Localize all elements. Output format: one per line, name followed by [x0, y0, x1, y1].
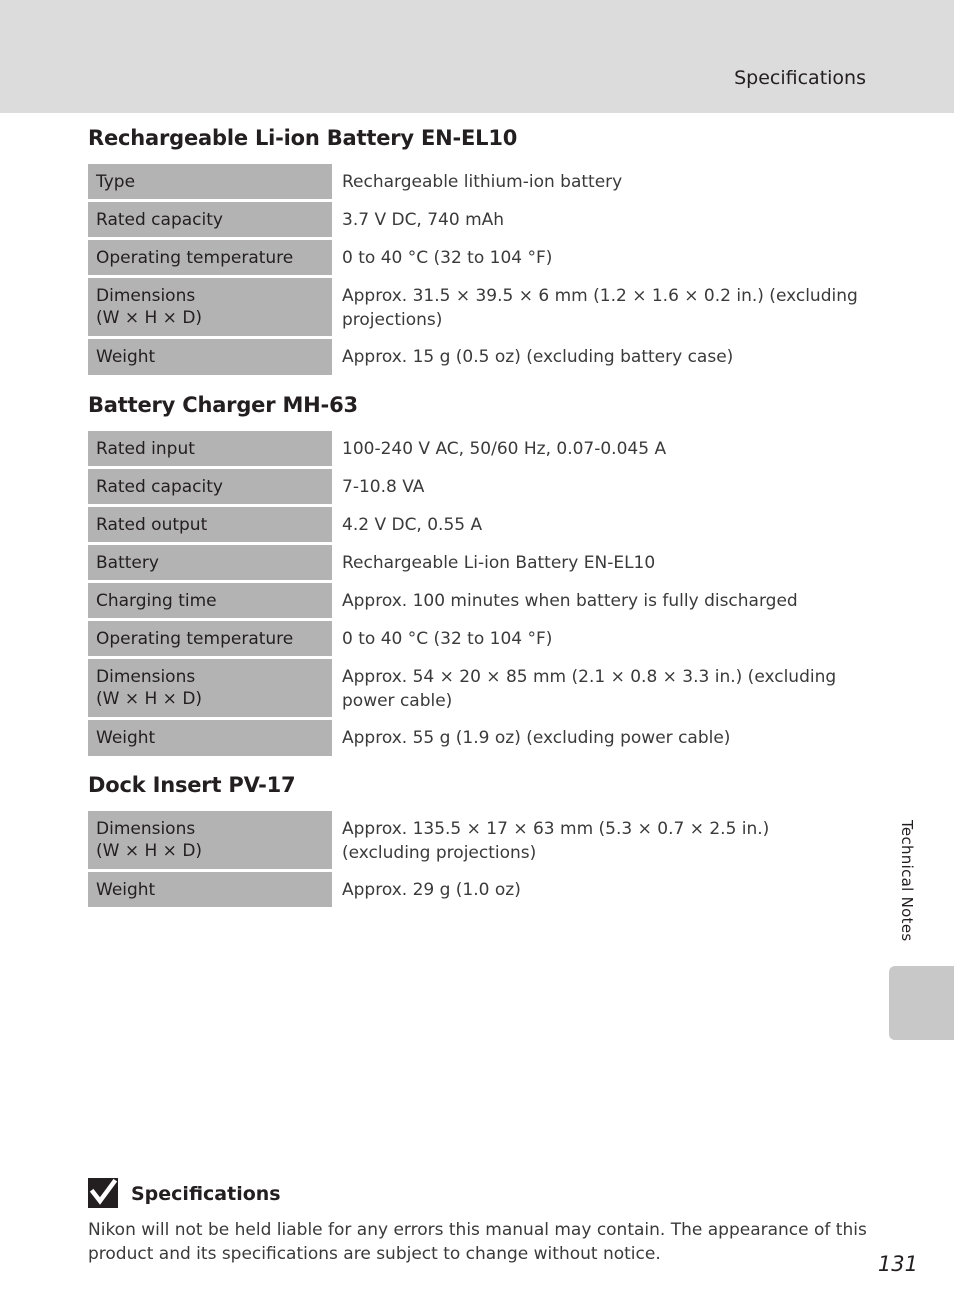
spec-value: 7-10.8 VA [342, 476, 425, 497]
side-tab-marker [889, 966, 954, 1040]
table-row [88, 431, 868, 466]
section-title-charger: Battery Charger MH-63 [88, 393, 358, 417]
spec-table-dock [88, 811, 868, 910]
table-row [88, 339, 868, 375]
table-row [88, 621, 868, 656]
spec-label: Rated input [88, 431, 332, 466]
spec-value: Approx. 100 minutes when battery is fully discharged [342, 590, 798, 611]
note-title: Specifications [131, 1183, 281, 1205]
spec-label: Weight [88, 720, 332, 756]
spec-value: Rechargeable lithium-ion battery [342, 171, 623, 192]
page-number: 131 [877, 1252, 918, 1276]
spec-value: Approx. 31.5 × 39.5 × 6 mm (1.2 × 1.6 × 0.2 in.) (excluding projections) [342, 286, 858, 330]
spec-table-battery [88, 164, 868, 378]
table-row [88, 202, 868, 237]
spec-value: 0 to 40 °C (32 to 104 °F) [342, 628, 553, 649]
spec-label: Battery [88, 545, 332, 580]
spec-value: Approx. 29 g (1.0 oz) [342, 879, 521, 900]
header-band [0, 0, 954, 113]
section-title-dock: Dock Insert PV-17 [88, 773, 296, 797]
table-row [88, 659, 868, 717]
spec-value: Rechargeable Li-ion Battery EN-EL10 [342, 552, 656, 573]
table-row [88, 507, 868, 542]
running-header: Specifications [734, 67, 866, 89]
spec-label: Dimensions (W × H × D) [88, 659, 332, 717]
spec-value: Approx. 54 × 20 × 85 mm (2.1 × 0.8 × 3.3 in.) (excluding power cable) [342, 667, 837, 711]
spec-value: 3.7 V DC, 740 mAh [342, 209, 505, 230]
table-row [88, 164, 868, 199]
spec-value: Approx. 15 g (0.5 oz) (excluding battery case) [342, 347, 734, 367]
spec-label: Dimensions (W × H × D) [88, 811, 332, 869]
table-row [88, 545, 868, 580]
note-body: Nikon will not be held liable for any errors this manual may contain. The appearance of this product and its specifications are subject to change without notice. [88, 1220, 867, 1264]
spec-label: Rated output [88, 507, 332, 542]
table-row [88, 583, 868, 618]
table-row [88, 872, 868, 907]
spec-label: Rated capacity [88, 202, 332, 237]
spec-value: 100-240 V AC, 50/60 Hz, 0.07-0.045 A [342, 438, 667, 459]
spec-value: 0 to 40 °C (32 to 104 °F) [342, 247, 553, 268]
side-tab-label: Technical Notes [898, 820, 916, 942]
spec-label: Weight [88, 872, 332, 907]
spec-label: Type [88, 164, 332, 199]
table-row [88, 469, 868, 504]
spec-value: Approx. 55 g (1.9 oz) (excluding power cable) [342, 728, 731, 748]
table-row [88, 278, 868, 336]
spec-label: Operating temperature [88, 240, 332, 275]
spec-label: Rated capacity [88, 469, 332, 504]
spec-value: Approx. 135.5 × 17 × 63 mm (5.3 × 0.7 × 2.5 in.) (excluding projections) [342, 819, 770, 863]
table-row [88, 240, 868, 275]
section-title-battery: Rechargeable Li-ion Battery EN-EL10 [88, 126, 518, 150]
spec-label: Operating temperature [88, 621, 332, 656]
spec-table-charger [88, 431, 868, 759]
spec-label: Dimensions (W × H × D) [88, 278, 332, 336]
spec-value: 4.2 V DC, 0.55 A [342, 514, 483, 535]
table-row [88, 811, 868, 869]
spec-label: Charging time [88, 583, 332, 618]
table-row [88, 720, 868, 756]
check-icon [88, 1178, 118, 1208]
spec-label: Weight [88, 339, 332, 375]
